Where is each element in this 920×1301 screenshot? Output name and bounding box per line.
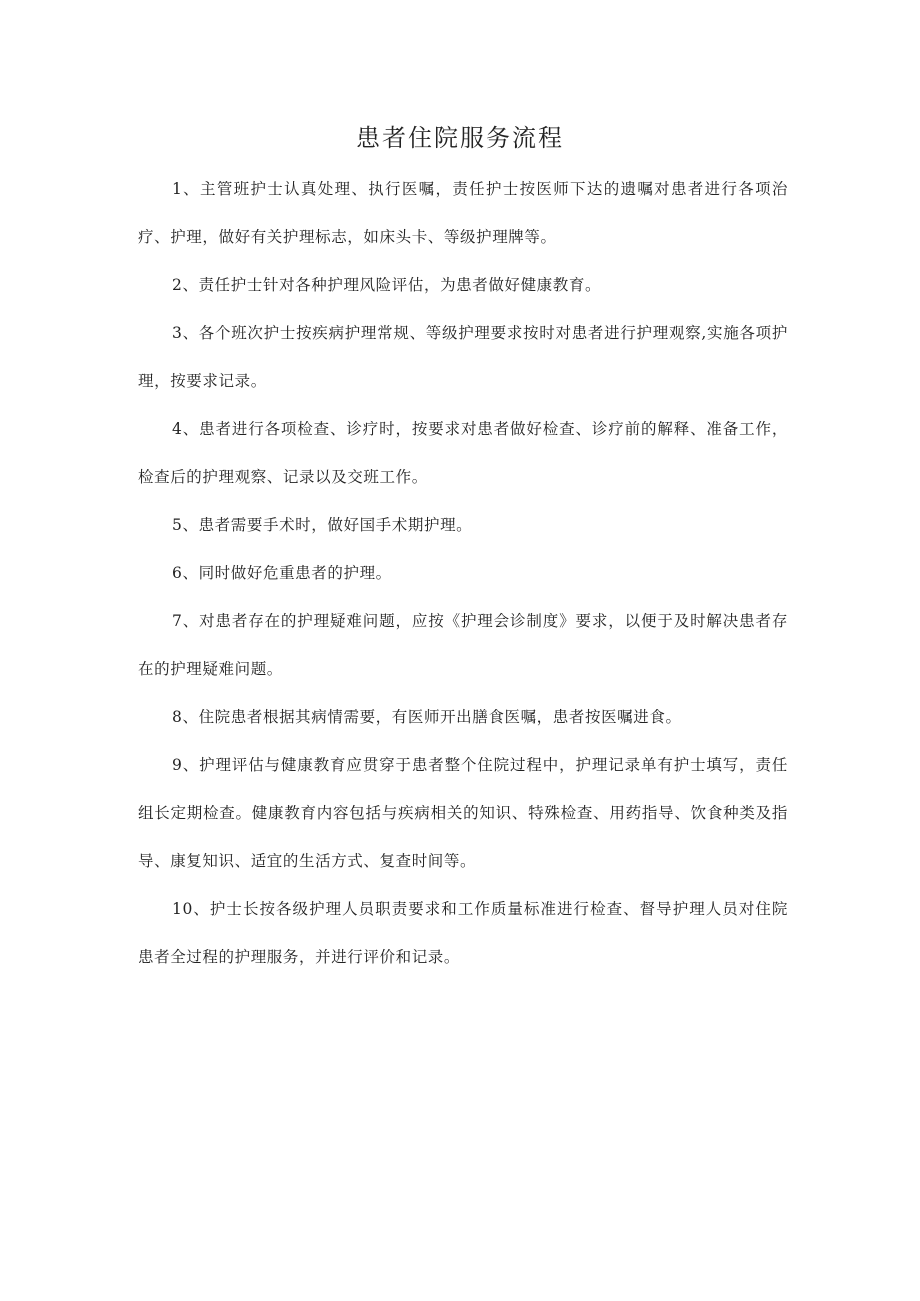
document-body <box>138 165 788 981</box>
item-number: 9、 <box>172 756 200 774</box>
item-text: 责任护士针对各种护理风险评估，为患者做好健康教育。 <box>198 276 602 294</box>
list-item <box>138 501 788 549</box>
item-text: 护士长按各级护理人员职责要求和工作质量标准进行检查、督导护理人员对住院患者全过程的护理服务，并进行评价和记录。 <box>138 900 788 966</box>
item-text: 各个班次护士按疾病护理常规、等级护理要求按时对患者进行护理观察,实施各项护理，按要求记录。 <box>138 324 788 390</box>
item-number: 8、 <box>172 708 199 726</box>
list-item <box>138 741 788 885</box>
list-item <box>138 693 788 741</box>
list-item <box>138 261 788 309</box>
item-number: 6、 <box>172 564 199 582</box>
item-number: 4、 <box>172 420 200 438</box>
list-item <box>138 405 788 501</box>
item-number: 2、 <box>172 276 199 294</box>
page-title: 患者住院服务流程 <box>356 124 564 152</box>
item-text: 主管班护士认真处理、执行医嘱，责任护士按医师下达的遗嘱对患者进行各项治疗、护理，做好有关护理标志，如床头卡、等级护理牌等。 <box>138 180 788 246</box>
item-number: 1、 <box>172 180 201 198</box>
item-text: 患者进行各项检查、诊疗时，按要求对患者做好检查、诊疗前的解释、准备工作，检查后的护理观察、记录以及交班工作。 <box>138 420 788 486</box>
list-item <box>138 885 788 981</box>
list-item <box>138 597 788 693</box>
list-item <box>138 165 788 261</box>
item-number: 7、 <box>172 612 200 630</box>
item-text: 护理评估与健康教育应贯穿于患者整个住院过程中，护理记录单有护士填写，责任组长定期检查。健康教育内容包括与疾病相关的知识、特殊检查、用药指导、饮食种类及指导、康复知识、适宜的生活方式、复查时间等。 <box>138 756 788 870</box>
item-text: 住院患者根据其病情需要，有医师开出膳食医嘱，患者按医嘱进食。 <box>198 708 682 726</box>
item-number: 3、 <box>172 324 199 342</box>
item-text: 患者需要手术时，做好国手术期护理。 <box>198 516 473 534</box>
list-item <box>138 309 788 405</box>
item-number: 5、 <box>172 516 199 534</box>
list-item <box>138 549 788 597</box>
item-number: 10、 <box>172 900 210 918</box>
item-text: 同时做好危重患者的护理。 <box>198 564 392 582</box>
item-text: 对患者存在的护理疑难问题，应按《护理会诊制度》要求，以便于及时解决患者存在的护理疑难问题。 <box>138 612 788 678</box>
